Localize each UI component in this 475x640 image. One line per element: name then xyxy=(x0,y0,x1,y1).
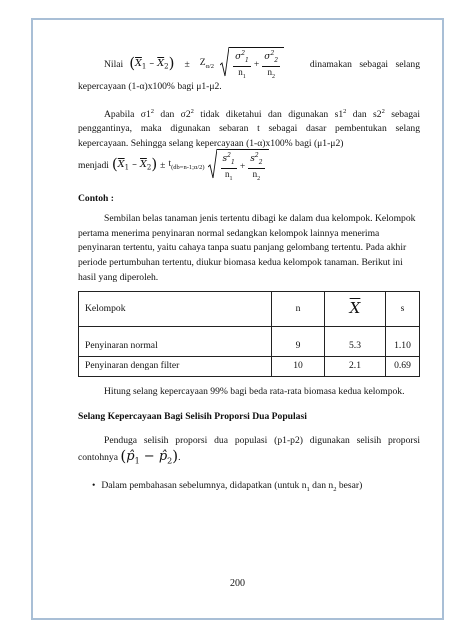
table-row: Penyinaran dengan filter 10 2.1 0.69 xyxy=(79,357,420,377)
header-kelompok: Kelompok xyxy=(79,292,272,327)
bullet-icon: • xyxy=(92,479,96,491)
formula-trailing-text: dinamakan sebagai selang xyxy=(309,58,420,70)
table-header-row xyxy=(79,292,420,327)
table-row: Penyinaran normal 9 5.3 1.10 xyxy=(79,337,420,357)
nilai-label: Nilai xyxy=(104,58,124,70)
example-paragraph: Sembilan belas tanaman jenis tertentu dibagi ke dalam dua kelompok. Kelompok pertama menerima penyinaran normal sedangkan kelompok lainnya menerima penyinaran tertentu, yaitu cahaya tanpa suatu panjang gelombang tertentu. Pada akhir periode pertumbuhan tertentu, diukur biomasa kedua kelompok tanaman. Berikut ini hasil yang diperoleh. xyxy=(78,213,416,283)
header-xbar: $\overline{X}$ xyxy=(325,292,386,327)
sqrt-s: $\frac{s^2_1}{n_1}$ + $\frac{s^2_2}{n_2}$ xyxy=(208,149,269,185)
z-term: $Z_{\alpha/2}$ xyxy=(199,56,215,70)
proportion-paragraph: Penduga selisih proporsi dua populasi (p1-p2) digunakan selisih proporsi contohnya ($p̂_1$ − $p̂_2$). xyxy=(78,435,420,466)
proportion-diff-expr: ($p̂_1$ − $p̂_2$) xyxy=(120,446,179,466)
paragraph-unknown-variance: Apabila $\sigma 1^2$ dan $\sigma 2^2$ tidak diketahui dan digunakan $s1^2$ dan $s2^2$ sebagai penggantinya, maka digunakan sebaran t sebagai dasar pembentukan selang kepercayaan. Sehingga selang kepercayaan (1-α)x100% bagi (μ1-μ2) xyxy=(78,107,420,149)
example-heading: Contoh : xyxy=(78,192,114,204)
header-n: n xyxy=(272,292,325,327)
diff-mean-expr: $(\overline{X}_1 - \overline{X}_2)$ xyxy=(129,53,175,72)
plus-minus: ± xyxy=(184,58,190,70)
bullet-item: • Dalam pembahasan sebelumnya, didapatkan (untuk $n_1$ dan $n_2$ besar) xyxy=(92,479,420,498)
formula-line-z xyxy=(78,50,420,80)
page-number: 200 xyxy=(230,578,245,589)
header-s: s xyxy=(386,292,420,327)
question-paragraph: Hitung selang kepercayaan 99% bagi beda rata-rata biomasa kedua kelompok. xyxy=(104,386,405,398)
formula-line-t: menjadi $(\overline{X}_1 - \overline{X}_2)$ ± $t_{(db=n-1;\alpha/2)}$ $\frac{s^2_1}{n_1}$ + $\frac{s^2_2}{n_2}$ xyxy=(78,152,420,182)
interval-definition: kepercayaan (1-α)x100% bagi μ1-μ2. xyxy=(78,81,222,92)
section-heading: Selang Kepercayaan Bagi Selisih Proporsi Dua Populasi xyxy=(78,410,307,422)
document-body xyxy=(78,50,420,497)
data-table xyxy=(78,291,420,377)
sqrt-sigma: $\frac{\sigma^2_1}{n_1}$ + $\frac{\sigma^2_2}{n_2}$ xyxy=(220,47,284,83)
